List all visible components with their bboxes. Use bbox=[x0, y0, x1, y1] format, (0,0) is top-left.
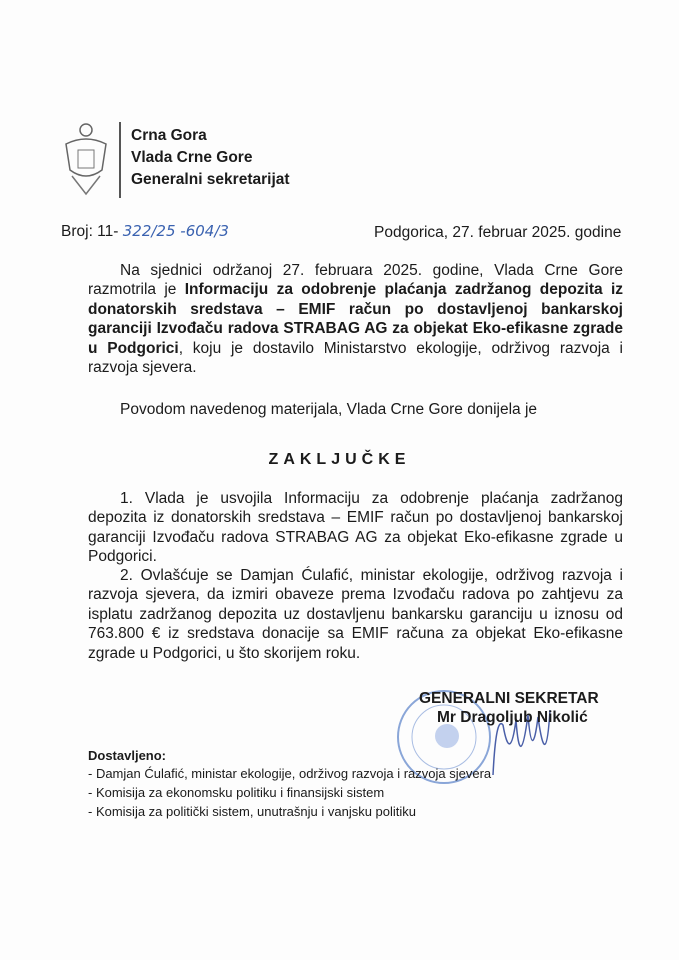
distribution-item: - Komisija za politički sistem, unutrašnju i vanjsku politiku bbox=[88, 804, 417, 819]
header-department: Generalni sekretarijat bbox=[131, 171, 290, 188]
conclusion-1: 1. Vlada je usvojila Informaciju za odobrenje plaćanja zadržanog depozita iz donatorskih sredstava – EMIF račun po dostavljenoj bankarskoj garanciji Izvođaču radova STRABAG AG za objekat Eko-efikasne zgrade u Podgorici. bbox=[88, 490, 623, 566]
conclusions-title: ZAKLJUČKE bbox=[268, 451, 411, 468]
reference-number bbox=[61, 222, 229, 241]
header-government: Vlada Crne Gore bbox=[131, 149, 253, 166]
header-divider bbox=[119, 122, 121, 198]
header-country: Crna Gora bbox=[131, 127, 207, 144]
conclusion-2: 2. Ovlašćuje se Damjan Ćulafić, ministar ekologije, održivog razvoja i razvoja sjevera, da izmiri obaveze prema Izvođaču radova po zahtjevu za isplatu zadržanog depozita uz dostavljenu bankarsku garanciju u iznosu od 763.800 € iz sredstava donacije sa EMIF računa za objekat Eko-efikasne zgrade u Podgorici, u što skorijem roku. bbox=[88, 567, 623, 662]
intro-paragraph: Na sjednici održanoj 27. februara 2025. godine, Vlada Crne Gore razmotrila je Informaciju za odobrenje plaćanja zadržanog depozita iz donatorskih sredstava – EMIF račun po dostavljenoj bankarskoj garanciji Izvođaču radova STRABAG AG za objekat Eko-efikasne zgrade u Podgorici, koju je dostavilo Ministarstvo ekologije, održivog razvoja i razvoja sjevera. bbox=[88, 262, 624, 377]
reference-label: Broj: 11- bbox=[61, 223, 119, 240]
distribution-label: Dostavljeno: bbox=[88, 748, 167, 763]
coat-of-arms-logo bbox=[62, 120, 110, 198]
distribution-item: - Komisija za ekonomsku politiku i finansijski sistem bbox=[88, 785, 385, 800]
handwritten-number: 322/25 -604/3 bbox=[122, 222, 229, 240]
distribution-item: - Damjan Ćulafić, ministar ekologije, održivog razvoja i razvoja sjevera bbox=[88, 766, 492, 781]
place-date: Podgorica, 27. februar 2025. godine bbox=[374, 224, 622, 241]
signatory-name: Mr Dragoljub Nikolić bbox=[437, 709, 588, 726]
povodom-paragraph: Povodom navedenog materijala, Vlada Crne Gore donijela je bbox=[120, 401, 538, 418]
signature-title: GENERALNI SEKRETAR bbox=[419, 690, 599, 707]
